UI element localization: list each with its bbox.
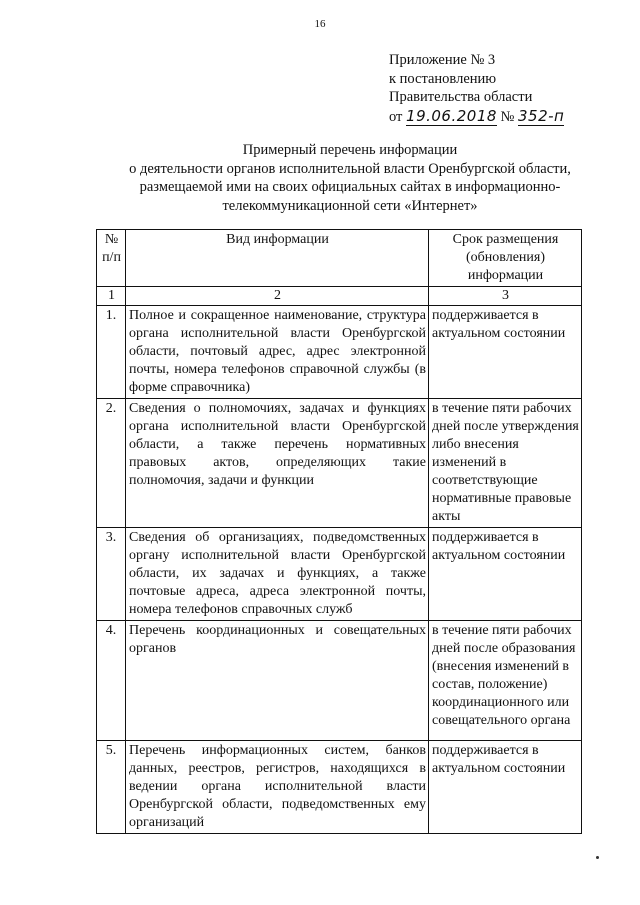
row-term: в течение пяти рабочих дней после образования (внесения изменений в состав, положение) координационного или совещательного органа bbox=[429, 621, 582, 741]
scan-speck bbox=[596, 856, 599, 859]
row-term: поддерживается в актуальном состоянии bbox=[429, 528, 582, 621]
row-number: 1. bbox=[97, 306, 126, 399]
row-kind: Полное и сокращенное наименование, структура органа исполнительной власти Оренбургской области, почтовый адрес, адрес электронной почты, номера телефонов справочной службы (в форме справочника) bbox=[126, 306, 429, 399]
row-number: 4. bbox=[97, 621, 126, 741]
row-term: в течение пяти рабочих дней после утверждения либо внесения изменений в соответствующие нормативные правовые акты bbox=[429, 399, 582, 528]
row-number: 3. bbox=[97, 528, 126, 621]
document-title bbox=[90, 141, 610, 215]
index-cell: 2 bbox=[126, 287, 429, 306]
table-row bbox=[97, 306, 582, 399]
number-prefix: № bbox=[500, 108, 515, 125]
header-num: № п/п bbox=[97, 230, 126, 287]
title-line-4: телекоммуникационной сети «Интернет» bbox=[222, 197, 478, 214]
table-index-row bbox=[97, 287, 582, 306]
header-kind: Вид информации bbox=[126, 230, 429, 287]
information-table bbox=[96, 229, 582, 834]
date-prefix: от bbox=[389, 108, 403, 125]
appendix-title: Приложение № 3 bbox=[389, 52, 496, 68]
table-row bbox=[97, 741, 582, 834]
appendix-block bbox=[389, 51, 564, 126]
row-term: поддерживается в актуальном состоянии bbox=[429, 741, 582, 834]
title-line-2: о деятельности органов исполнительной власти Оренбургской области, bbox=[129, 160, 571, 177]
row-kind: Перечень информационных систем, банков данных, реестров, регистров, находящихся в ведении органа исполнительной власти Оренбургской области, подведомственных ему организаций bbox=[126, 741, 429, 834]
row-kind: Перечень координационных и совещательных органов bbox=[126, 621, 429, 741]
handwritten-number: 352-п bbox=[518, 106, 565, 125]
title-line-1: Примерный перечень информации bbox=[242, 142, 458, 158]
row-number: 2. bbox=[97, 399, 126, 528]
index-cell: 3 bbox=[429, 287, 582, 306]
index-cell: 1 bbox=[97, 287, 126, 306]
page-number: 16 bbox=[314, 18, 326, 30]
handwritten-date: 19.06.2018 bbox=[406, 106, 497, 125]
appendix-date-line bbox=[389, 107, 564, 127]
row-kind: Сведения об организациях, подведомственных органу исполнительной власти Оренбургской области, их задачах и функциях, а также почтовые адреса, адреса электронной почты, номера телефонов справочных служб bbox=[126, 528, 429, 621]
row-number: 5. bbox=[97, 741, 126, 834]
table-row bbox=[97, 399, 582, 528]
row-term: поддерживается в актуальном состоянии bbox=[429, 306, 582, 399]
table-header-row bbox=[97, 230, 582, 287]
table-row bbox=[97, 621, 582, 741]
appendix-government-label: Правительства области bbox=[389, 89, 533, 105]
title-line-3: размещаемой ими на своих официальных сайтах в информационно- bbox=[139, 179, 561, 195]
table-row bbox=[97, 528, 582, 621]
header-term: Срок размещения (обновления) информации bbox=[429, 230, 582, 287]
appendix-resolution-label: к постановлению bbox=[389, 70, 497, 87]
row-kind: Сведения о полномочиях, задачах и функциях органа исполнительной власти Оренбургской области, а также перечень нормативных правовых актов, определяющих такие полномочия, задачи и функции bbox=[126, 399, 429, 528]
